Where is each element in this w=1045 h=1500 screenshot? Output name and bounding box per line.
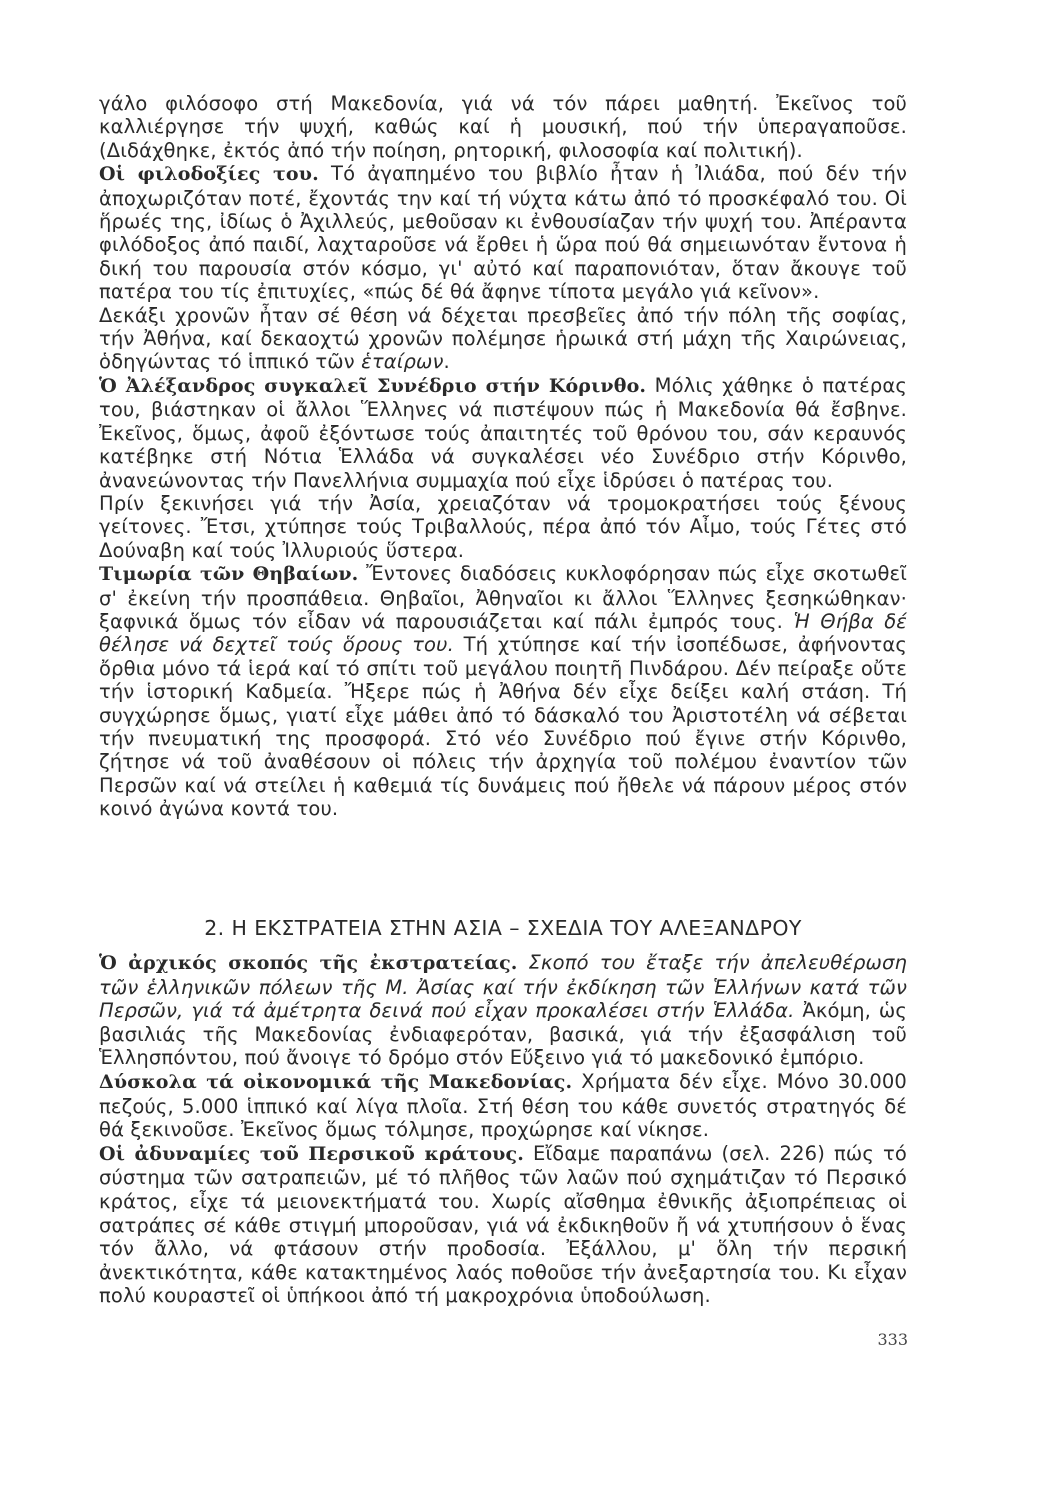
- section-1-text: [99, 92, 907, 821]
- page-number: 333: [877, 1330, 908, 1349]
- paragraph-heading: Οἱ ἀδυναμίες τοῦ Περσικοῦ κράτους.: [99, 1142, 524, 1165]
- paragraph: Οἱ ἀδυναμίες τοῦ Περσικοῦ κράτους. Εἴδαμε παραπάνω (σελ. 226) πώς τό σύστημα τῶν σατραπειῶν, μέ τό πλῆθος τῶν λαῶν πού σχημάτιζαν τό Περσικό κράτος, εἶχε τά μειονεκτήματά του. Χωρίς αἴσθημα ἐθνικῆς ἀξιοπρέπειας οἱ σατράπες σέ κάθε στιγμή μποροῦσαν, γιά νά ἐκδικηθοῦν ἤ νά χτυπήσουν ὁ ἕνας τόν ἄλλο, νά φτάσουν στήν προδοσία. Ἐξάλλου, μ' ὅλη τήν περσική ἀνεκτικότητα, κάθε κατακτημένος λαός ποθοῦσε τήν ἀνεξαρτησία του. Κι εἶχαν πολύ κουραστεῖ οἱ ὑπήκοοι ἀπό τή μακροχρόνια ὑποδούλωση.: [99, 1141, 907, 1308]
- paragraph-heading: Δύσκολα τά οἰκονομικά τῆς Μακεδονίας.: [99, 1070, 573, 1093]
- paragraph: Δύσκολα τά οἰκονομικά τῆς Μακεδονίας. Χρήματα δέν εἶχε. Μόνο 30.000 πεζούς, 5.000 ἱππικό καί λίγα πλοῖα. Στή θέση του κάθε συνετός στρατηγός δέ θά ξεκινοῦσε. Ἐκεῖνος ὅμως τόλμησε, προχώρησε καί νίκησε.: [99, 1069, 907, 1142]
- paragraph: Οἱ φιλοδοξίες του. Τό ἀγαπημένο του βιβλίο ἦταν ἡ Ἰλιάδα, πού δέν τήν ἀποχωριζόταν ποτέ, ἔχοντάς την καί τή νύχτα κάτω ἀπό τό προσκέφαλό του. Οἱ ἥρωές της, ἰδίως ὁ Ἀχιλλεύς, μεθοῦσαν κι ἐνθουσίαζαν τήν ψυχή του. Ἀπέραντα φιλόδοξος ἀπό παιδί, λαχταροῦσε νά ἔρθει ἡ ὥρα πού θά σημειωνόταν ἔντονα ἡ δική του παρουσία στόν κόσμο, γι' αὐτό καί παραπονιόταν, ὅταν ἄκουγε τοῦ πατέρα του τίς ἐπιτυχίες, «πώς δέ θά ἄφηνε τίποτα μεγάλο γιά κεῖνον».: [99, 162, 907, 304]
- chapter-heading: 2. Η ΕΚΣΤΡΑΤΕΙΑ ΣΤΗΝ ΑΣΙΑ – ΣΧΕΔΙΑ ΤΟΥ ΑΛΕΞΑΝΔΡΟΥ: [204, 916, 802, 940]
- paragraph: Πρίν ξεκινήσει γιά τήν Ἀσία, χρειαζόταν νά τρομοκρατήσει τούς ξένους γείτονες. Ἔτσι, χτύπησε τούς Τριβαλλούς, πέρα ἀπό τόν Αἶμο, τούς Γέτες στό Δούναβη καί τούς Ἰλλυριούς ὕστερα.: [99, 491, 907, 562]
- paragraph: Δεκάξι χρονῶν ἦταν σέ θέση νά δέχεται πρεσβεῖες ἀπό τήν πόλη τῆς σοφίας, τήν Ἀθήνα, καί δεκαοχτώ χρονῶν πολέμησε ἡρωικά στή μάχη τῆς Χαιρώνειας, ὁδηγώντας τό ἱππικό τῶν ἑταίρων.: [99, 303, 907, 374]
- paragraph-heading: Ὁ ἀρχικός σκοπός τῆς ἐκστρατείας.: [99, 952, 518, 974]
- paragraph: Ὁ ἀρχικός σκοπός τῆς ἐκστρατείας. Σκοπό του ἔταξε τήν ἀπελευθέρωση τῶν ἑλληνικῶν πόλεων τῆς Μ. Ἀσίας καί τήν ἐκδίκηση τῶν Ἑλλήνων κατά τῶν Περσῶν, γιά τά ἀμέτρητα δεινά πού εἶχαν προκαλέσει στήν Ἑλλάδα. Ἀκόμη, ὡς βασιλιάς τῆς Μακεδονίας ἐνδιαφερόταν, βασικά, γιά τήν ἐξασφάλιση τοῦ Ἑλλησπόντου, πού ἄνοιγε τό δρόμο στόν Εὔξεινο γιά τό μακεδονικό ἐμπόριο.: [99, 951, 907, 1070]
- paragraph-heading: Τιμωρία τῶν Θηβαίων.: [99, 563, 359, 586]
- paragraph-heading: Ὁ Ἀλέξανδρος συγκαλεῖ Συνέδριο στήν Κόρινθο.: [99, 374, 647, 397]
- paragraph-heading: Οἱ φιλοδοξίες του.: [99, 163, 319, 186]
- section-2-text: [99, 951, 907, 1308]
- paragraph: γάλο φιλόσοφο στή Μακεδονία, γιά νά τόν πάρει μαθητή. Ἐκεῖνος τοῦ καλλιέργησε τήν ψυχή, καθώς καί ἡ μουσική, πού τήν ὑπεραγαποῦσε. (Διδάχθηκε, ἐκτός ἀπό τήν ποίηση, ρητορική, φιλοσοφία καί πολιτική).: [99, 92, 907, 162]
- paragraph: Τιμωρία τῶν Θηβαίων. Ἔντονες διαδόσεις κυκλοφόρησαν πώς εἶχε σκοτωθεῖ σ' ἐκείνη τήν προσπάθεια. Θηβαῖοι, Ἀθηναῖοι κι ἄλλοι Ἕλληνες ξεσηκώθηκαν· ξαφνικά ὅμως τόν εἶδαν νά παρουσιάζεται καί πάλι ἐμπρός τους. Ἡ Θήβα δέ θέλησε νά δεχτεῖ τούς ὅρους του. Τή χτύπησε καί τήν ἰσοπέδωσε, ἀφήνοντας ὄρθια μόνο τά ἱερά καί τό σπίτι τοῦ μεγάλου ποιητῆ Πινδάρου. Δέν πείραξε οὔτε τήν ἱστορική Καδμεία. Ἤξερε πώς ἡ Ἀθήνα δέν εἶχε δείξει καλή στάση. Τή συγχώρησε ὅμως, γιατί εἶχε μάθει ἀπό τό δάσκαλό του Ἀριστοτέλη νά σέβεται τήν πνευματική της προσφορά. Στό νέο Συνέδριο πού ἔγινε στήν Κόρινθο, ζήτησε νά τοῦ ἀναθέσουν οἱ πόλεις τήν ἀρχηγία τοῦ πολέμου ἐναντίον τῶν Περσῶν καί νά στείλει ἡ καθεμιά τίς δυνάμεις πού ἤθελε νά πάρουν μέρος στόν κοινό ἀγώνα κοντά του.: [99, 562, 908, 821]
- paragraph: Ὁ Ἀλέξανδρος συγκαλεῖ Συνέδριο στήν Κόρινθο. Μόλις χάθηκε ὁ πατέρας του, βιάστηκαν οἱ ἄλλοι Ἕλληνες νά πιστέψουν πώς ἡ Μακεδονία θά ἔσβηνε. Ἐκεῖνος, ὅμως, ἀφοῦ ἐξόντωσε τούς ἀπαιτητές τοῦ θρόνου του, σάν κεραυνός κατέβηκε στή Νότια Ἑλλάδα νά συγκαλέσει νέο Συνέδριο στήν Κόρινθο, ἀνανεώνοντας τήν Πανελλήνια συμμαχία πού εἶχε ἱδρύσει ὁ πατέρας του.: [99, 373, 907, 492]
